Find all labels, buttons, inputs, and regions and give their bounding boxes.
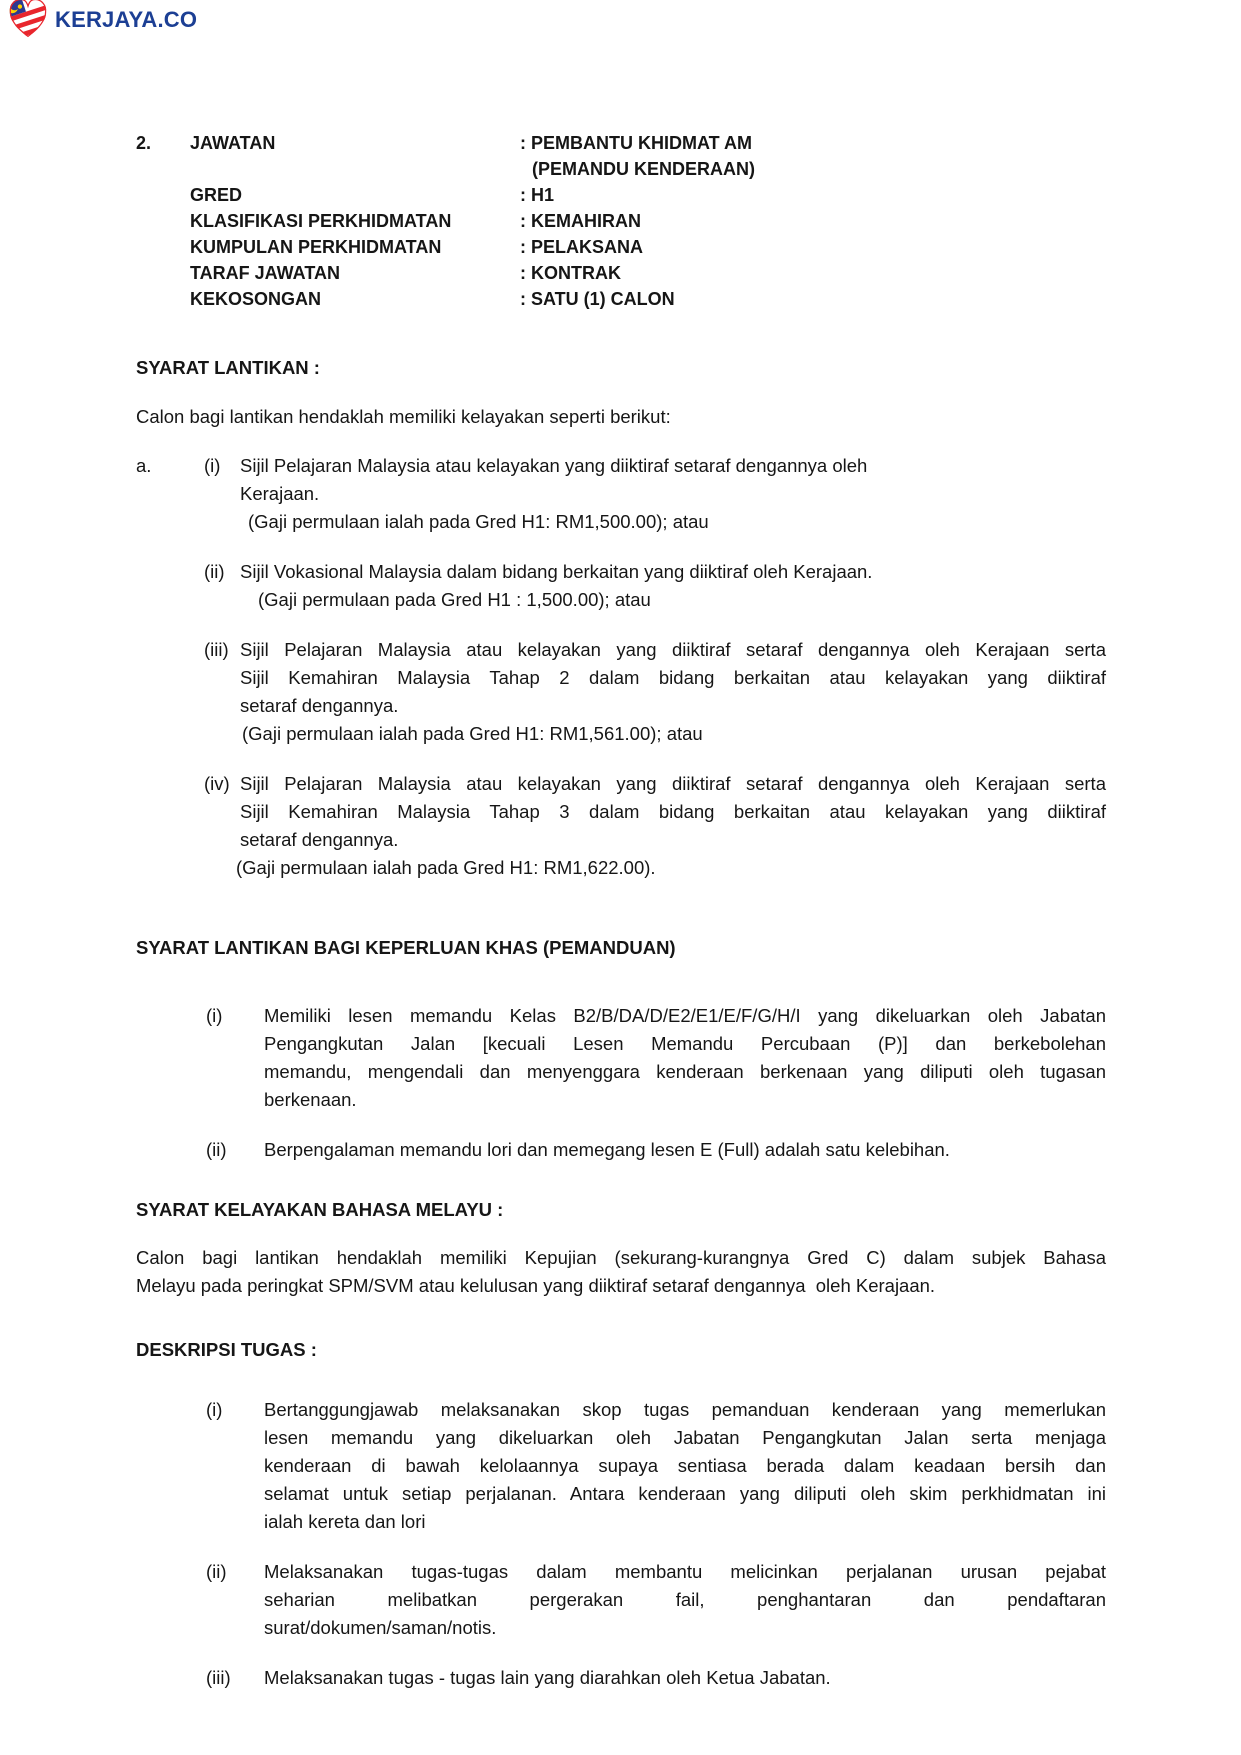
syarat-item-a-ii [136, 558, 1106, 614]
kv-value: : PELAKSANA [520, 237, 644, 257]
section-title-keperluan-khas: SYARAT LANTIKAN BAGI KEPERLUAN KHAS (PEMANDUAN) [136, 937, 676, 958]
job-header-table [136, 130, 1106, 312]
syarat-item-a-iii [136, 636, 1106, 748]
deskripsi-item-i [136, 1396, 1106, 1536]
item-number: 2. [136, 133, 152, 153]
list-item-text [240, 452, 1106, 536]
kv-row-taraf [136, 260, 1106, 286]
syarat-item-a-iv [136, 770, 1106, 882]
kv-label: TARAF JAWATAN [190, 263, 340, 283]
list-marker: (iii) [206, 1667, 231, 1688]
kerjaya-logo-text: KERJAYA.CO [55, 7, 198, 32]
kv-value-line1: : PEMBANTU KHIDMAT AM [520, 133, 752, 153]
list-marker: (i) [206, 1005, 223, 1026]
list-item-text: Melaksanakan tugas - tugas lain yang diarahkan oleh Ketua Jabatan. [264, 1667, 831, 1688]
list-item-text [240, 558, 1106, 614]
kv-label: KLASIFIKASI PERKHIDMATAN [190, 211, 452, 231]
kv-value [520, 130, 1106, 182]
list-item-text: Bertanggungjawab melaksanakan skop tugas pemanduan kenderaan yang memerlukan lesen memandu yang dikeluarkan oleh Jabatan Pengangkutan Jalan serta menjaga kenderaan di bawah kelolaannya supaya sentiasa berada dalam keadaan bersih dan selamat untuk setiap perjalanan. Antara kenderaan yang diliputi oleh skim perkhidmatan ini ialah kereta dan lori [264, 1399, 1106, 1532]
list-marker: (i) [204, 455, 221, 476]
item-body: Sijil Pelajaran Malaysia atau kelayakan yang diiktiraf setaraf dengannya oleh Kerajaan. [240, 455, 868, 504]
kv-value: : H1 [520, 185, 555, 205]
gaji-note: (Gaji permulaan pada Gred H1 : 1,500.00); atau [258, 589, 651, 610]
list-item-text: Memiliki lesen memandu Kelas B2/B/DA/D/E2/E1/E/F/G/H/I yang dikeluarkan oleh Jabatan Pengangkutan Jalan [kecuali Lesen Memandu Percubaan (P)] dan berkebolehan memandu, mengendali dan menyenggara kenderaan berkenaan yang diliputi oleh tugasan berkenaan. [264, 1005, 1106, 1110]
kv-value: : SATU (1) CALON [520, 289, 675, 309]
list-marker: (ii) [204, 561, 225, 582]
list-marker: (ii) [206, 1561, 227, 1582]
kv-row-kumpulan [136, 234, 1106, 260]
gaji-note: (Gaji permulaan ialah pada Gred H1: RM1,500.00); atau [248, 511, 709, 532]
list-item-text [236, 770, 1106, 882]
kerjaya-heart-flag-icon [8, 0, 48, 40]
list-marker: (ii) [206, 1139, 227, 1160]
list-marker-outer: a. [136, 455, 152, 476]
item-body: Sijil Pelajaran Malaysia atau kelayakan yang diiktiraf setaraf dengannya oleh Kerajaan serta Sijil Kemahiran Malaysia Tahap 3 dalam bidang berkaitan atau kelayakan yang diiktiraf setaraf dengannya. [240, 773, 1106, 850]
list-marker: (iii) [204, 639, 229, 660]
khas-item-i [136, 1002, 1106, 1114]
section-title-deskripsi-tugas: DESKRIPSI TUGAS : [136, 1339, 317, 1360]
list-marker: (iv) [204, 773, 230, 794]
section-title-syarat-lantikan: SYARAT LANTIKAN : [136, 357, 320, 378]
list-item-text [240, 636, 1106, 748]
kv-row-kekosongan [136, 286, 1106, 312]
list-item-text: Berpengalaman memandu lori dan memegang lesen E (Full) adalah satu kelebihan. [264, 1139, 950, 1160]
kv-label: GRED [190, 185, 243, 205]
item-body: Sijil Pelajaran Malaysia atau kelayakan yang diiktiraf setaraf dengannya oleh Kerajaan serta Sijil Kemahiran Malaysia Tahap 2 dalam bidang berkaitan atau kelayakan yang diiktiraf setaraf dengannya. [240, 639, 1106, 716]
section-title-bahasa-melayu: SYARAT KELAYAKAN BAHASA MELAYU : [136, 1199, 504, 1220]
deskripsi-item-iii [136, 1664, 1106, 1692]
gaji-note: (Gaji permulaan ialah pada Gred H1: RM1,622.00). [236, 857, 656, 878]
syarat-item-a-i [136, 452, 1106, 536]
kv-row-gred [136, 182, 1106, 208]
kv-value: : KEMAHIRAN [520, 211, 641, 231]
kv-label: KUMPULAN PERKHIDMATAN [190, 237, 442, 257]
bahasa-paragraph: Calon bagi lantikan hendaklah memiliki Kepujian (sekurang-kurangnya Gred C) dalam subjek Bahasa Melayu pada peringkat SPM/SVM atau kelulusan yang diiktiraf setaraf dengannya oleh Kerajaan. [136, 1247, 1106, 1296]
kerjaya-logo[interactable] [8, 0, 197, 42]
document-content [136, 130, 1106, 1714]
kv-label: KEKOSONGAN [190, 289, 322, 309]
list-item-text: Melaksanakan tugas-tugas dalam membantu melicinkan perjalanan urusan pejabat seharian melibatkan pergerakan fail, penghantaran dan pendaftaran surat/dokumen/saman/notis. [264, 1561, 1106, 1638]
kv-row-jawatan [136, 130, 1106, 182]
list-marker: (i) [206, 1399, 223, 1420]
item-body: Sijil Vokasional Malaysia dalam bidang berkaitan yang diiktiraf oleh Kerajaan. [240, 561, 873, 582]
khas-item-ii [136, 1136, 1106, 1164]
syarat-lantikan-intro: Calon bagi lantikan hendaklah memiliki kelayakan seperti berikut: [136, 406, 671, 427]
kv-value-line2: (PEMANDU KENDERAAN) [532, 159, 755, 179]
kv-label: JAWATAN [190, 133, 276, 153]
kv-value: : KONTRAK [520, 263, 621, 283]
kv-row-klasifikasi [136, 208, 1106, 234]
gaji-note: (Gaji permulaan ialah pada Gred H1: RM1,561.00); atau [242, 723, 703, 744]
deskripsi-item-ii [136, 1558, 1106, 1642]
